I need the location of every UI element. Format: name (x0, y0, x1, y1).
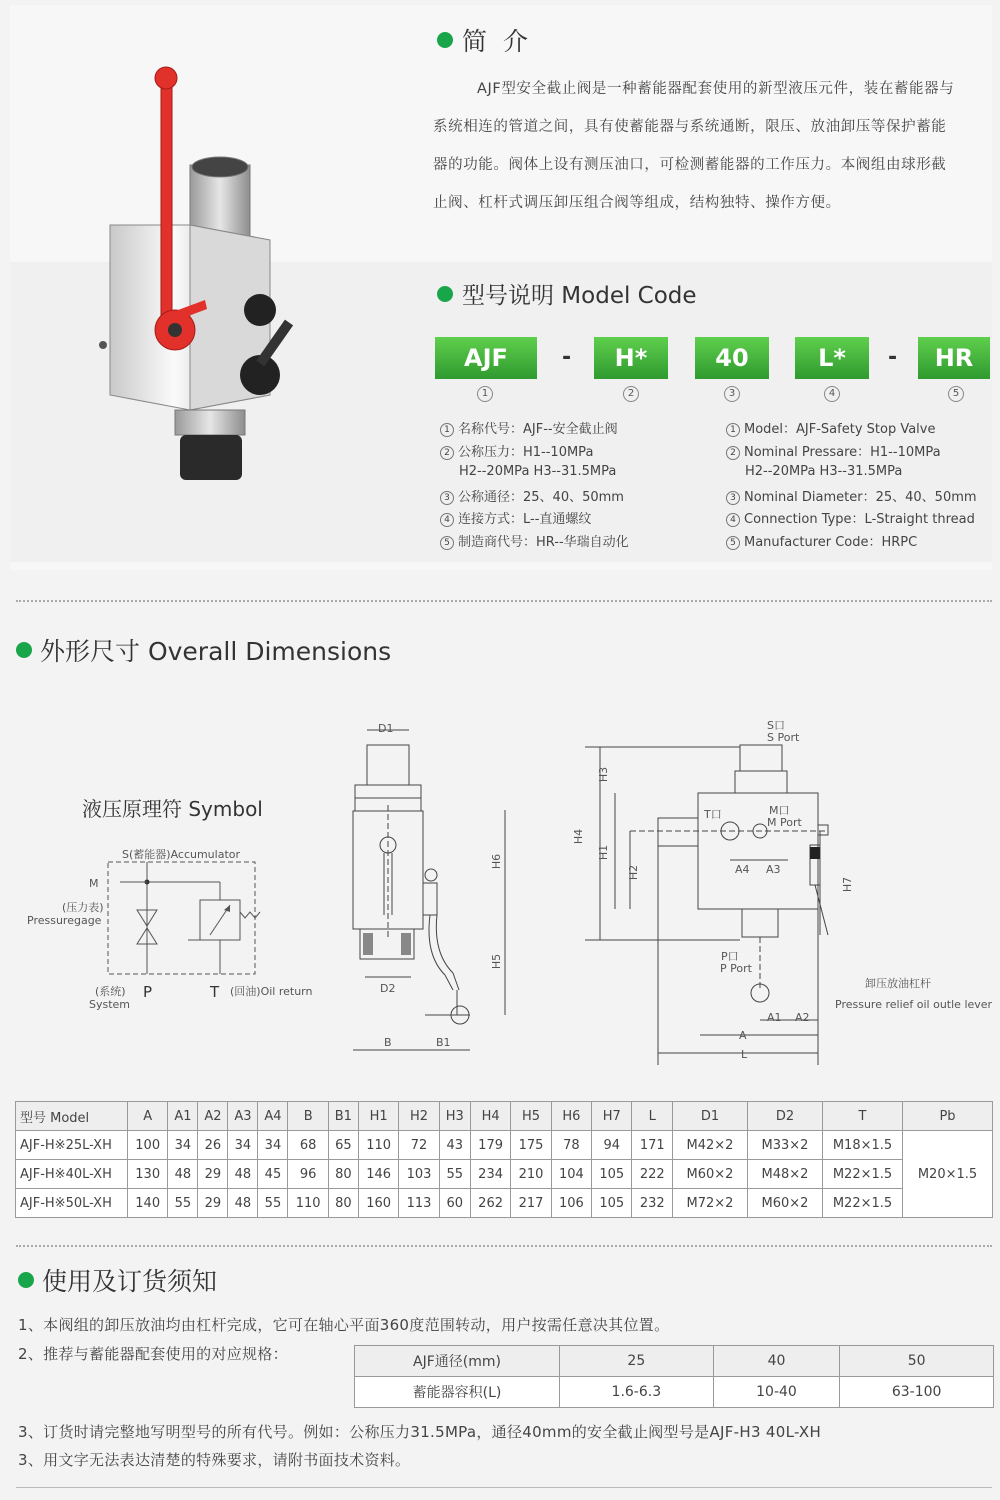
side-label-lever-cn: 卸压放油杠杆 (865, 977, 931, 990)
symbol-label-oil: (回油)Oil return (230, 985, 313, 998)
front-label-d2: D2 (380, 982, 396, 995)
table-cell: 25 (560, 1346, 714, 1377)
table-header: H3 (439, 1102, 470, 1131)
table-cell: 105 (592, 1160, 632, 1189)
code-dash: - (562, 345, 572, 370)
intro-text (433, 70, 995, 222)
table-cell: 34 (168, 1131, 198, 1160)
table-header: L (632, 1102, 673, 1131)
front-label-b: B (384, 1036, 392, 1049)
table-cell: 10-40 (713, 1377, 840, 1408)
symbol-label-s: S(蓄能器)Accumulator (122, 848, 241, 861)
dimension-table (15, 1101, 993, 1218)
side-label-l: L (741, 1048, 748, 1061)
table-header: 型号 Model (16, 1102, 128, 1131)
table-cell: 蓄能器容积(L) (355, 1377, 560, 1408)
usage-bullet-icon (18, 1272, 34, 1288)
table-cell: 100 (128, 1131, 168, 1160)
en-desc-text: Nominal Diameter：25、40、50mm (744, 490, 977, 505)
symbol-label-sys-cn: (系统) (95, 985, 126, 998)
product-photo (95, 65, 340, 490)
table-header-row (16, 1102, 993, 1131)
table-cell: 106 (551, 1189, 591, 1218)
table-header: H6 (551, 1102, 591, 1131)
cn-desc-line (440, 508, 591, 527)
code-number: 1 (477, 386, 493, 402)
cn-desc-text: H2--20MPa H3--31.5MPa (459, 464, 617, 479)
en-desc-line (745, 464, 902, 479)
front-label-d1: D1 (378, 722, 394, 735)
table-cell: 80 (328, 1189, 358, 1218)
table-row (16, 1131, 993, 1160)
table-cell: 40 (713, 1346, 840, 1377)
cn-desc-number: 5 (440, 536, 454, 550)
symbol-label-sys-en: System (89, 998, 131, 1011)
section-divider (16, 600, 992, 602)
table-header: A3 (228, 1102, 258, 1131)
table-cell: 210 (511, 1160, 551, 1189)
side-label-h7: H7 (841, 876, 855, 893)
cn-desc-text: 公称通径：25、40、50mm (458, 490, 624, 505)
table-cell: 55 (258, 1189, 288, 1218)
table-cell: M72×2 (673, 1189, 748, 1218)
code-number: 5 (948, 386, 964, 402)
table-cell: 55 (439, 1160, 470, 1189)
table-cell: 55 (168, 1189, 198, 1218)
table-cell: 72 (399, 1131, 439, 1160)
code-number: 3 (724, 386, 740, 402)
table-cell: 45 (258, 1160, 288, 1189)
cn-desc-text: 制造商代号：HR--华瑞自动化 (458, 535, 629, 550)
section-divider (16, 1245, 992, 1247)
front-label-h5: H5 (490, 953, 504, 970)
usage-note-1: 1、本阀组的卸压放油均由杠杆完成，它可在轴心平面360度范围转动，用户按需任意决其位置。 (18, 1316, 670, 1334)
en-desc-number: 3 (726, 491, 740, 505)
table-header: A2 (198, 1102, 228, 1131)
front-label-b1: B1 (436, 1036, 451, 1049)
table-header: B1 (328, 1102, 358, 1131)
table-cell: M18×1.5 (823, 1131, 903, 1160)
usage-title: 使用及订货须知 (42, 1267, 218, 1296)
table-cell: 26 (198, 1131, 228, 1160)
code-box-ajf: AJF (435, 337, 537, 379)
en-desc-line (726, 441, 941, 460)
dimensions-bullet-icon (16, 642, 32, 658)
table-header: T (823, 1102, 903, 1131)
front-label-h6: H6 (490, 853, 504, 870)
intro-line: AJF型安全截止阀是一种蓄能器配套使用的新型液压元件，装在蓄能器与 (477, 81, 955, 97)
side-label-m-port-en: M Port (767, 816, 802, 829)
table-cell: 140 (128, 1189, 168, 1218)
table-cell: 160 (358, 1189, 398, 1218)
table-cell: 232 (632, 1189, 673, 1218)
symbol-label-t: T (210, 983, 220, 1001)
code-dash: - (888, 345, 898, 370)
model-code-bullet-icon (437, 286, 453, 302)
cn-desc-number: 3 (440, 491, 454, 505)
front-view-drawing (345, 715, 515, 1060)
cn-desc-line (440, 486, 624, 505)
usage-note-4: 3、用文字无法表达清楚的特殊要求，请附书面技术资料。 (18, 1451, 411, 1469)
table-cell: 105 (592, 1189, 632, 1218)
side-label-p-port-cn: P口 (721, 950, 739, 963)
table-cell: 50 (840, 1346, 994, 1377)
cn-desc-line (459, 464, 616, 479)
table-cell: 222 (632, 1160, 673, 1189)
table-cell: 1.6-6.3 (560, 1377, 714, 1408)
table-header: B (288, 1102, 328, 1131)
table-cell: 34 (258, 1131, 288, 1160)
table-cell: 43 (439, 1131, 470, 1160)
table-cell: 48 (228, 1160, 258, 1189)
table-cell: 179 (470, 1131, 510, 1160)
side-label-lever-en: Pressure relief oil outle lever (835, 998, 993, 1011)
table-row (355, 1377, 994, 1408)
table-cell: 217 (511, 1189, 551, 1218)
cn-desc-text: 公称压力：H1--10MPa (458, 445, 594, 460)
table-cell: M22×1.5 (823, 1189, 903, 1218)
intro-line: 系统相连的管道之间，具有使蓄能器与系统通断，限压、放油卸压等保护蓄能 (433, 119, 947, 135)
side-label-h4: H4 (572, 828, 586, 845)
usage-note-2: 2、推荐与蓄能器配套使用的对应规格： (18, 1345, 288, 1363)
table-cell: 63-100 (840, 1377, 994, 1408)
side-label-s-port-en: S Port (767, 731, 800, 744)
table-cell: 60 (439, 1189, 470, 1218)
table-cell: 146 (358, 1160, 398, 1189)
usage-note-3: 3、订货时请完整地写明型号的所有代号。例如：公称压力31.5MPa，通径40mm的安全截止阀型号是AJF-H3 40L-XH (18, 1423, 822, 1441)
table-cell: 104 (551, 1160, 591, 1189)
symbol-label-p: P (143, 983, 153, 1001)
table-header: A4 (258, 1102, 288, 1131)
en-desc-number: 5 (726, 536, 740, 550)
en-desc-line (726, 418, 935, 437)
code-box-diameter: 40 (695, 337, 769, 379)
table-cell: M42×2 (673, 1131, 748, 1160)
symbol-label-gauge-cn: (压力表) (62, 901, 104, 914)
table-header: H1 (358, 1102, 398, 1131)
cn-desc-number: 2 (440, 446, 454, 460)
intro-bullet-icon (437, 32, 453, 48)
intro-line: 器的功能。阀体上设有测压油口，可检测蓄能器的工作压力。本阀组由球形截 (433, 157, 947, 173)
en-desc-line (726, 508, 975, 527)
side-label-a2: A2 (795, 1011, 810, 1024)
side-label-m-port-cn: M口 (769, 804, 790, 817)
table-cell: AJF-H※50L-XH (16, 1189, 128, 1218)
table-cell: 110 (358, 1131, 398, 1160)
side-label-a: A (739, 1029, 747, 1042)
side-label-s-port-cn: S口 (767, 719, 785, 732)
en-desc-text: Model：AJF-Safety Stop Valve (744, 422, 936, 437)
table-row (16, 1189, 993, 1218)
cn-desc-number: 1 (440, 423, 454, 437)
table-cell: M22×1.5 (823, 1160, 903, 1189)
intro-title: 简 介 (462, 27, 532, 56)
cn-desc-text: 名称代号：AJF--安全截止阀 (458, 422, 618, 437)
en-desc-text: Connection Type：L-Straight thread (744, 512, 975, 527)
table-header: H7 (592, 1102, 632, 1131)
en-desc-number: 2 (726, 446, 740, 460)
table-header: A1 (168, 1102, 198, 1131)
table-cell: 94 (592, 1131, 632, 1160)
table-cell: M60×2 (748, 1189, 823, 1218)
table-header: H4 (470, 1102, 510, 1131)
symbol-label-m: M (89, 877, 99, 890)
table-cell: 48 (228, 1189, 258, 1218)
cn-desc-line (440, 531, 629, 550)
table-row (355, 1346, 994, 1377)
code-box-manufacturer: HR (918, 337, 990, 379)
table-cell: 78 (551, 1131, 591, 1160)
table-cell: 34 (228, 1131, 258, 1160)
table-header: Pb (903, 1102, 993, 1131)
en-desc-text: Manufacturer Code：HRPC (744, 535, 918, 550)
table-cell: AJF-H※40L-XH (16, 1160, 128, 1189)
table-cell: M33×2 (748, 1131, 823, 1160)
table-header: D1 (673, 1102, 748, 1131)
en-desc-line (726, 531, 917, 550)
table-row (16, 1160, 993, 1189)
table-cell: 113 (399, 1189, 439, 1218)
table-cell: 171 (632, 1131, 673, 1160)
side-label-h2: H2 (627, 864, 641, 881)
table-cell: 130 (128, 1160, 168, 1189)
table-cell: 48 (168, 1160, 198, 1189)
table-cell: 234 (470, 1160, 510, 1189)
table-header: H5 (511, 1102, 551, 1131)
table-cell: 29 (198, 1160, 228, 1189)
side-label-h3: H3 (597, 766, 611, 783)
table-header: D2 (748, 1102, 823, 1131)
table-cell: AJF通径(mm) (355, 1346, 560, 1377)
table-cell: 96 (288, 1160, 328, 1189)
table-header: H2 (399, 1102, 439, 1131)
table-cell: 29 (198, 1189, 228, 1218)
cn-desc-number: 4 (440, 513, 454, 527)
side-label-a3: A3 (766, 863, 781, 876)
en-desc-number: 4 (726, 513, 740, 527)
table-cell: M48×2 (748, 1160, 823, 1189)
code-box-connection: L* (795, 337, 869, 379)
side-label-h1: H1 (597, 844, 611, 861)
side-label-a4: A4 (735, 863, 750, 876)
symbol-title: 液压原理符 Symbol (82, 797, 263, 821)
dimensions-title: 外形尺寸 Overall Dimensions (40, 637, 392, 666)
accumulator-table (354, 1345, 994, 1408)
code-number: 2 (623, 386, 639, 402)
table-cell: AJF-H※25L-XH (16, 1131, 128, 1160)
en-desc-number: 1 (726, 423, 740, 437)
table-cell: 110 (288, 1189, 328, 1218)
table-cell: M60×2 (673, 1160, 748, 1189)
side-label-t-port: T口 (704, 808, 722, 821)
table-cell-pb: M20×1.5 (903, 1131, 993, 1218)
cn-desc-line (440, 441, 593, 460)
en-desc-line (726, 486, 977, 505)
model-code-title: 型号说明 Model Code (462, 283, 697, 309)
table-cell: 68 (288, 1131, 328, 1160)
table-header: A (128, 1102, 168, 1131)
table-cell: 175 (511, 1131, 551, 1160)
table-cell: 262 (470, 1189, 510, 1218)
cn-desc-line (440, 418, 618, 437)
side-label-p-port-en: P Port (720, 962, 752, 975)
code-number: 4 (824, 386, 840, 402)
en-desc-text: H2--20MPa H3--31.5MPa (745, 464, 903, 479)
code-box-pressure: H* (594, 337, 668, 379)
table-cell: 80 (328, 1160, 358, 1189)
side-label-a1: A1 (767, 1011, 782, 1024)
symbol-label-gauge-en: Pressuregage (27, 914, 102, 927)
table-cell: 65 (328, 1131, 358, 1160)
bottom-divider (16, 1487, 992, 1488)
en-desc-text: Nominal Pressare：H1--10MPa (744, 445, 941, 460)
intro-line: 止阀、杠杆式调压卸压组合阀等组成，结构独特、操作方便。 (433, 195, 841, 211)
cn-desc-text: 连接方式：L--直通螺纹 (458, 512, 592, 527)
table-cell: 103 (399, 1160, 439, 1189)
